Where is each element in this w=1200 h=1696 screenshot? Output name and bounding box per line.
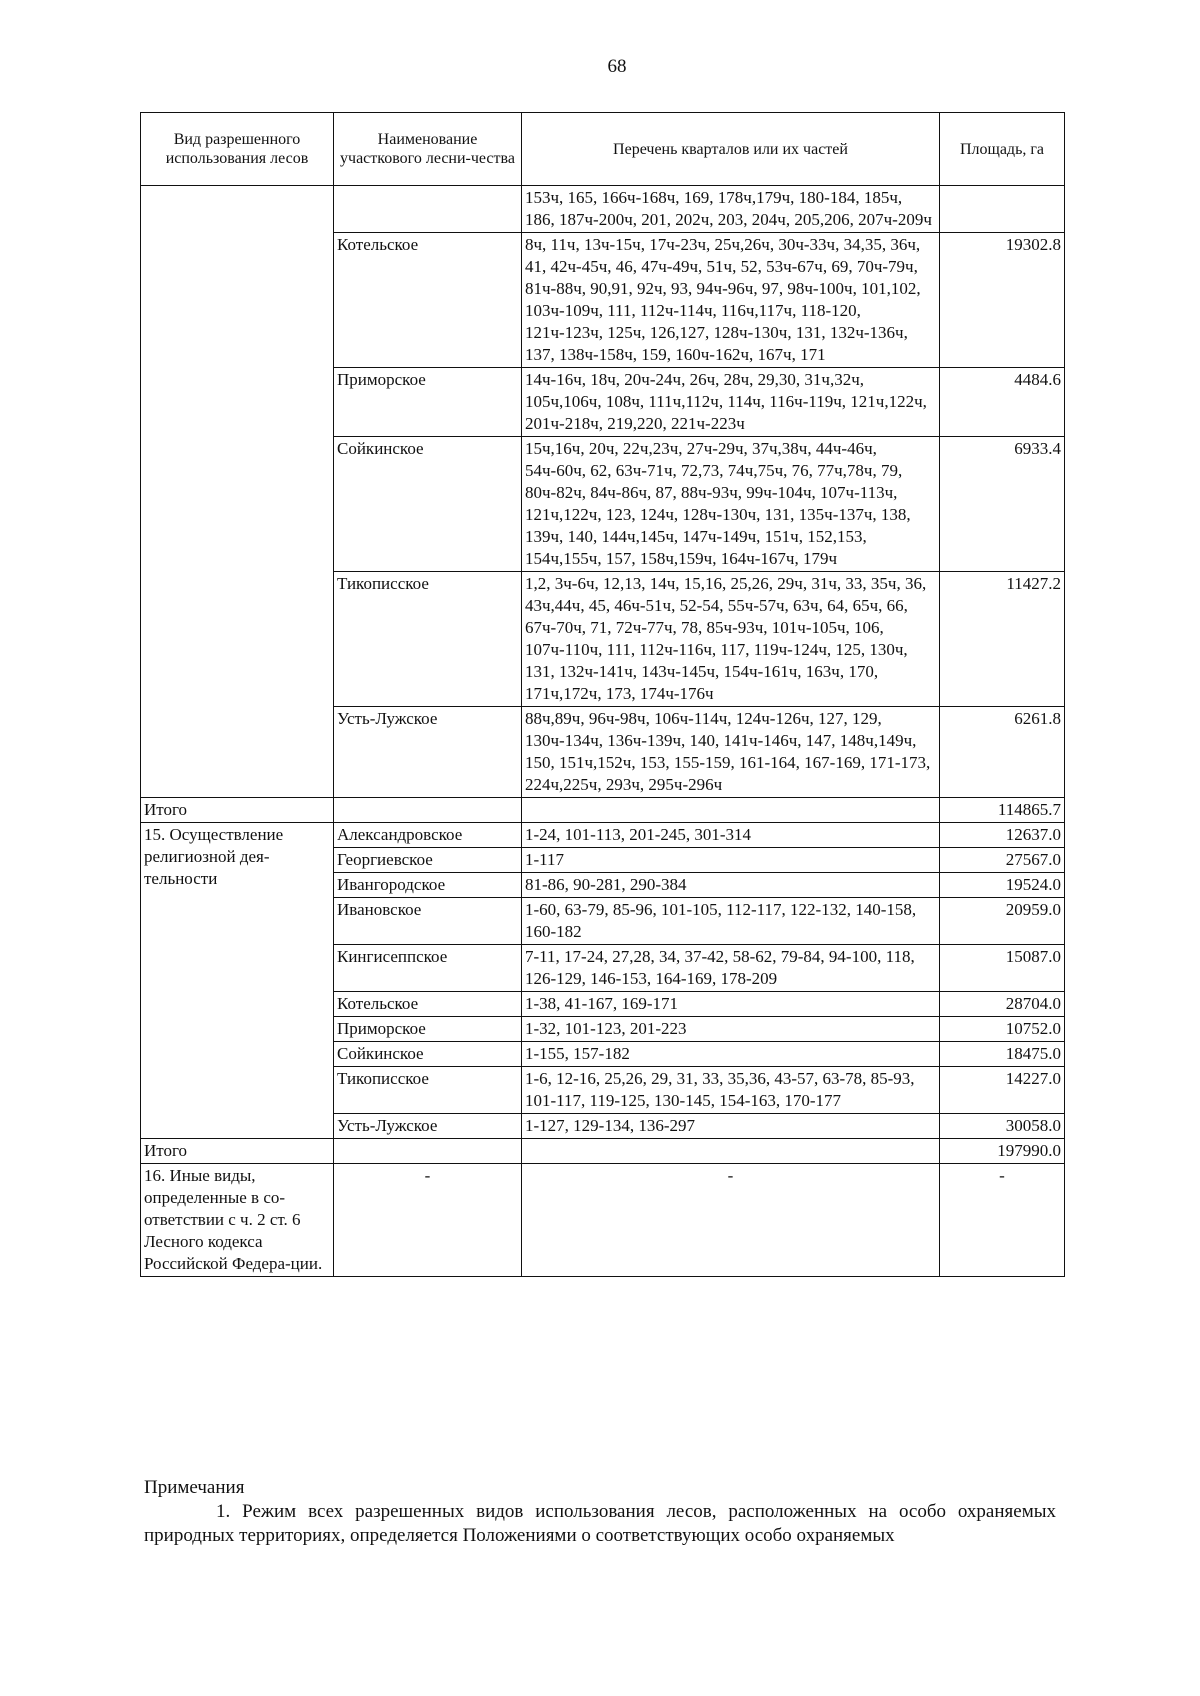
area-cell: 20959.0 [940, 898, 1065, 945]
header-forestry: Наименование участкового лесни-чества [334, 113, 522, 186]
header-use-type: Вид разрешенного использования лесов [141, 113, 334, 186]
area-cell: 6261.8 [940, 707, 1065, 798]
quarters-cell: 1-6, 12-16, 25,26, 29, 31, 33, 35,36, 43-57, 63-78, 85-93, 101-117, 119-125, 130-145, 154-163, 170-177 [522, 1067, 940, 1114]
quarters-cell: 1-60, 63-79, 85-96, 101-105, 112-117, 122-132, 140-158, 160-182 [522, 898, 940, 945]
use-type-cell: 16. Иные виды, определенные в со-ответствии с ч. 2 ст. 6 Лесного кодекса Российской Федера-ции. [141, 1164, 334, 1277]
notes-title: Примечания [144, 1477, 245, 1498]
page-number: 68 [607, 56, 627, 77]
forestry-cell [334, 186, 522, 233]
area-cell: 30058.0 [940, 1114, 1065, 1139]
quarters-cell: 7-11, 17-24, 27,28, 34, 37-42, 58-62, 79-84, 94-100, 118, 126-129, 146-153, 164-169, 178-209 [522, 945, 940, 992]
area-cell: 27567.0 [940, 848, 1065, 873]
forestry-cell: Приморское [334, 1017, 522, 1042]
area-cell: - [940, 1164, 1065, 1277]
header-quarters: Перечень кварталов или их частей [522, 113, 940, 186]
total-area: 114865.7 [940, 798, 1065, 823]
area-cell: 12637.0 [940, 823, 1065, 848]
forestry-cell: Ивановское [334, 898, 522, 945]
quarters-cell: 81-86, 90-281, 290-384 [522, 873, 940, 898]
table-header-row [141, 113, 1065, 186]
quarters-cell: 1,2, 3ч-6ч, 12,13, 14ч, 15,16, 25,26, 29ч, 31ч, 33, 35ч, 36, 43ч,44ч, 45, 46ч-51ч, 52-54, 55ч-57ч, 63ч, 64, 65ч, 66, 67ч-70ч, 71, 72ч-77ч, 78, 85ч-93ч, 101ч-105ч, 106, 107ч-110ч, 111, 112ч-116ч, 117, 119ч-124ч, 125, 130ч, 131, 132ч-141ч, 143ч-145ч, 154ч-161ч, 163ч, 170, 171ч,172ч, 173, 174ч-176ч [522, 572, 940, 707]
forestry-cell: Усть-Лужское [334, 707, 522, 798]
total-area: 197990.0 [940, 1139, 1065, 1164]
quarters-cell: 8ч, 11ч, 13ч-15ч, 17ч-23ч, 25ч,26ч, 30ч-33ч, 34,35, 36ч, 41, 42ч-45ч, 46, 47ч-49ч, 51ч, 52, 53ч-67ч, 69, 70ч-79ч, 81ч-88ч, 90,91, 92ч, 93, 94ч-96ч, 97, 98ч-100ч, 101,102, 103ч-109ч, 111, 112ч-114ч, 116ч,117ч, 118-120, 121ч-123ч, 125ч, 126,127, 128ч-130ч, 131, 132ч-136ч, 137, 138ч-158ч, 159, 160ч-162ч, 167ч, 171 [522, 233, 940, 368]
forestry-cell: Тикописское [334, 572, 522, 707]
table-row [141, 823, 1065, 848]
forestry-cell: Ивангородское [334, 873, 522, 898]
quarters-cell: 1-127, 129-134, 136-297 [522, 1114, 940, 1139]
forestry-cell: Котельское [334, 992, 522, 1017]
forestry-cell: Котельское [334, 233, 522, 368]
forestry-cell: - [334, 1164, 522, 1277]
forestry-cell: Сойкинское [334, 437, 522, 572]
forestry-cell: Тикописское [334, 1067, 522, 1114]
quarters-cell: - [522, 1164, 940, 1277]
area-cell: 6933.4 [940, 437, 1065, 572]
total-row [141, 798, 1065, 823]
area-cell: 14227.0 [940, 1067, 1065, 1114]
notes-section [144, 1476, 1056, 1548]
area-cell: 11427.2 [940, 572, 1065, 707]
area-cell [940, 186, 1065, 233]
use-type-cell: 15. Осуществление религиозной дея-тельности [141, 823, 334, 1139]
quarters-cell: 1-24, 101-113, 201-245, 301-314 [522, 823, 940, 848]
quarters-cell: 14ч-16ч, 18ч, 20ч-24ч, 26ч, 28ч, 29,30, 31ч,32ч, 105ч,106ч, 108ч, 111ч,112ч, 114ч, 116ч-119ч, 121ч,122ч, 201ч-218ч, 219,220, 221ч-223ч [522, 368, 940, 437]
forestry-cell: Александровское [334, 823, 522, 848]
quarters-cell: 15ч,16ч, 20ч, 22ч,23ч, 27ч-29ч, 37ч,38ч, 44ч-46ч, 54ч-60ч, 62, 63ч-71ч, 72,73, 74ч,75ч, 76, 77ч,78ч, 79, 80ч-82ч, 84ч-86ч, 87, 88ч-93ч, 99ч-104ч, 107ч-113ч, 121ч,122ч, 123, 124ч, 128ч-130ч, 131, 135ч-137ч, 138, 139ч, 140, 144ч,145ч, 147ч-149ч, 151ч, 152,153, 154ч,155ч, 157, 158ч,159ч, 164ч-167ч, 179ч [522, 437, 940, 572]
forestry-cell: Кингисеппское [334, 945, 522, 992]
area-cell: 19302.8 [940, 233, 1065, 368]
forestry-cell: Георгиевское [334, 848, 522, 873]
table-row [141, 1164, 1065, 1277]
area-cell: 28704.0 [940, 992, 1065, 1017]
area-cell: 4484.6 [940, 368, 1065, 437]
quarters-cell: 1-38, 41-167, 169-171 [522, 992, 940, 1017]
total-row [141, 1139, 1065, 1164]
quarters-cell: 1-32, 101-123, 201-223 [522, 1017, 940, 1042]
area-cell: 18475.0 [940, 1042, 1065, 1067]
use-type-cell-continued [141, 186, 334, 798]
forestry-cell: Сойкинское [334, 1042, 522, 1067]
total-label: Итого [141, 798, 334, 823]
quarters-cell: 88ч,89ч, 96ч-98ч, 106ч-114ч, 124ч-126ч, 127, 129, 130ч-134ч, 136ч-139ч, 140, 141ч-146ч, 147, 148ч,149ч, 150, 151ч,152ч, 153, 155-159, 161-164, 167-169, 171-173, 224ч,225ч, 293ч, 295ч-296ч [522, 707, 940, 798]
quarters-cell: 1-155, 157-182 [522, 1042, 940, 1067]
table-row [141, 186, 1065, 233]
area-cell: 19524.0 [940, 873, 1065, 898]
total-label: Итого [141, 1139, 334, 1164]
area-cell: 10752.0 [940, 1017, 1065, 1042]
forestry-cell: Усть-Лужское [334, 1114, 522, 1139]
note-item: 1. Режим всех разрешенных видов использования лесов, расположенных на особо охраняемых природных территориях, определяется Положениями о соответствующих особо охраняемых [144, 1501, 1056, 1546]
quarters-cell: 1-117 [522, 848, 940, 873]
forest-use-table [140, 112, 1065, 1277]
forestry-cell: Приморское [334, 368, 522, 437]
header-area: Площадь, га [940, 113, 1065, 186]
quarters-cell: 153ч, 165, 166ч-168ч, 169, 178ч,179ч, 180-184, 185ч, 186, 187ч-200ч, 201, 202ч, 203, 204ч, 205,206, 207ч-209ч [522, 186, 940, 233]
area-cell: 15087.0 [940, 945, 1065, 992]
